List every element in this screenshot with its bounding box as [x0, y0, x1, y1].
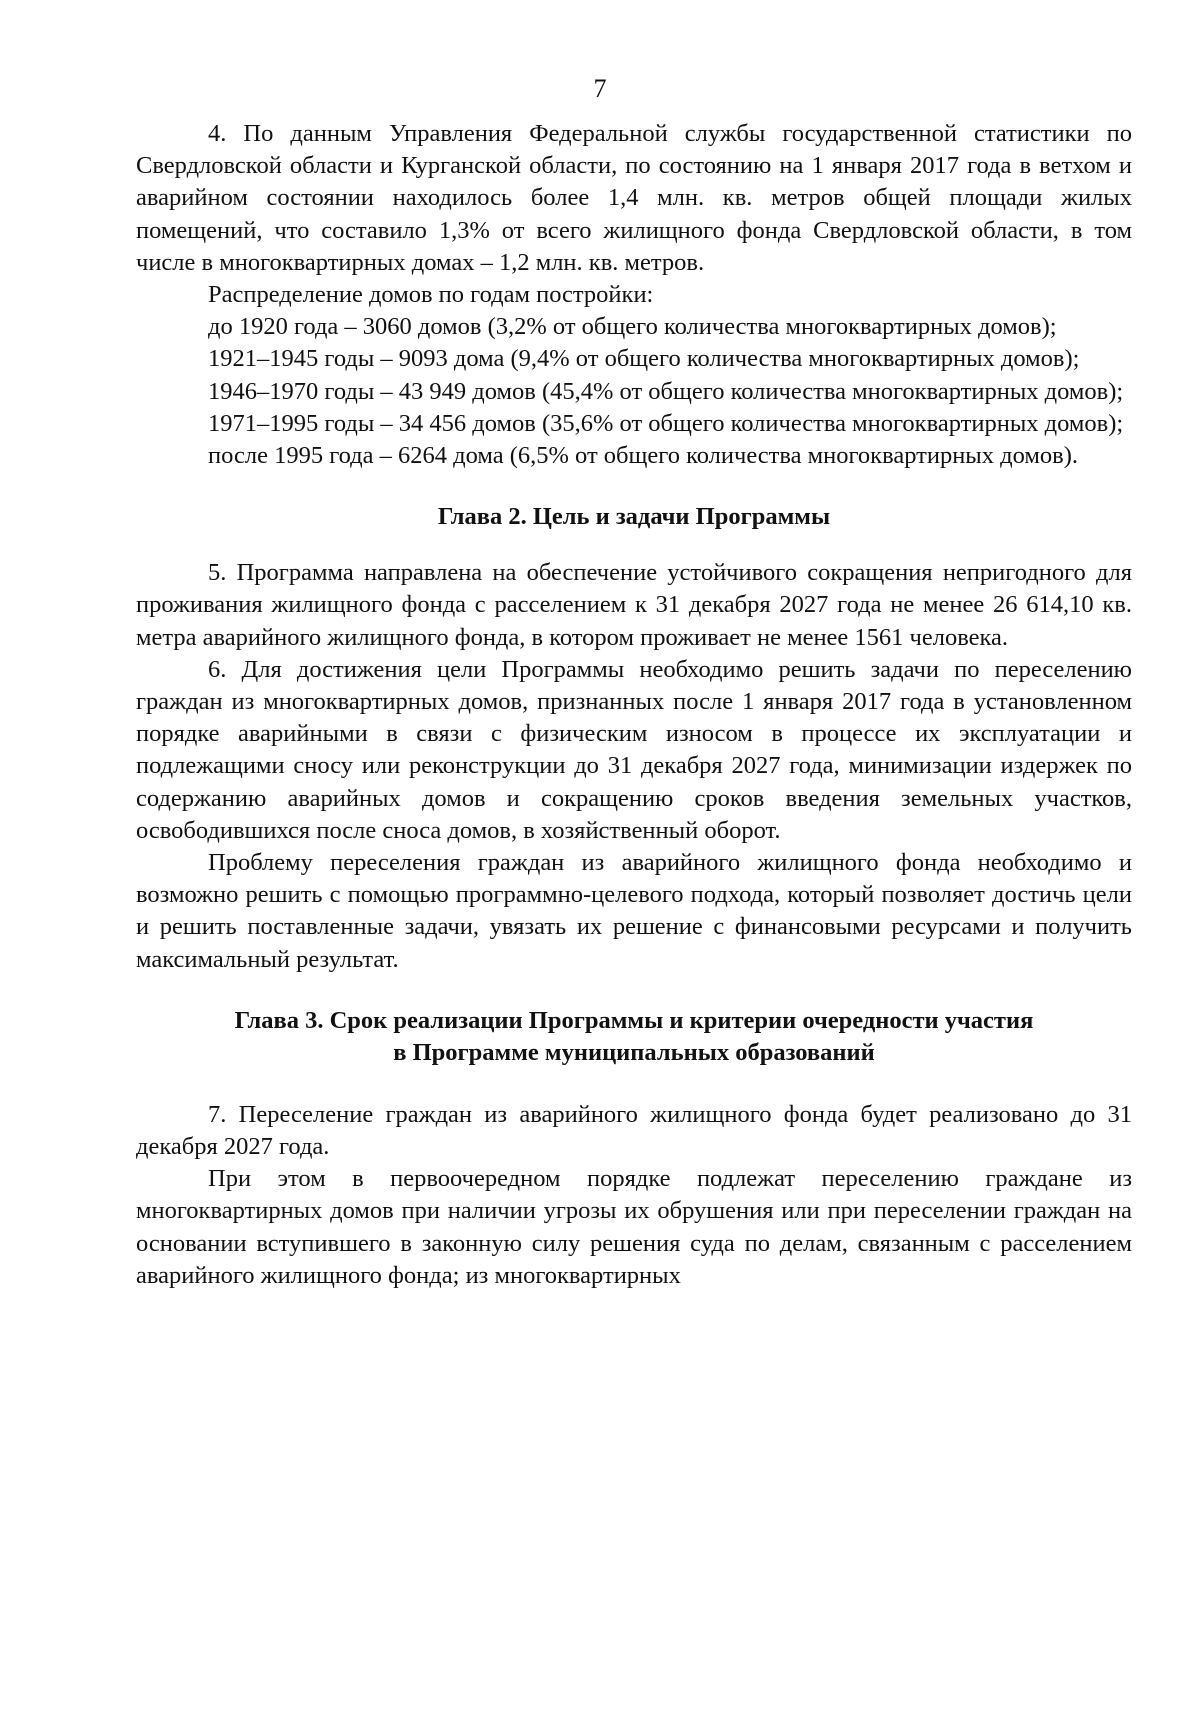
paragraph-priority: При этом в первоочередном порядке подлежат переселению граждане из многоквартирных домов при наличии угрозы их обрушения или при переселении граждан на основании вступившего в законную силу решения суда по делам, связанным с расселением аварийного жилищного фонда; из многоквартирных: [136, 1165, 1132, 1289]
chapter-3-heading-line2: в Программе муниципальных образований: [393, 1038, 875, 1066]
paragraph-distribution-intro: Распределение домов по годам постройки:: [208, 281, 654, 309]
paragraph-before-1920: до 1920 года – 3060 домов (3,2% от общего количества многоквартирных домов);: [208, 313, 1057, 341]
paragraph-6: 6. Для достижения цели Программы необходимо решить задачи по переселению граждан из многоквартирных домов, признанных после 1 января 2017 года в установленном порядке аварийными в связи с физическим износом в процессе их эксплуатации и подлежащими сносу или реконструкции до 31 декабря 2027 года, минимизации издержек по содержанию аварийных домов и сокращению сроков введения земельных участков, освободившихся после сноса домов, в хозяйственный оборот.: [136, 655, 1132, 844]
chapter-2-heading: Глава 2. Цель и задачи Программы: [437, 503, 831, 531]
paragraph-4: 4. По данным Управления Федеральной службы государственной статистики по Свердловской области и Курганской области, по состоянию на 1 января 2017 года в ветхом и аварийном состоянии находилось более 1,4 млн. кв. метров общей площади жилых помещений, что составило 1,3% от всего жилищного фонда Свердловской области, в том числе в многоквартирных домах – 1,2 млн. кв. метров.: [136, 120, 1132, 276]
paragraph-1946-1970: 1946–1970 годы – 43 949 домов (45,4% от общего количества многоквартирных домов);: [208, 377, 1124, 405]
document-body: [136, 118, 1132, 1292]
chapter-3-heading-line1: Глава 3. Срок реализации Программы и критерии очередности участия: [234, 1006, 1034, 1034]
paragraph-1971-1995: 1971–1995 годы – 34 456 домов (35,6% от общего количества многоквартирных домов);: [208, 409, 1124, 437]
paragraph-after-1995: после 1995 года – 6264 дома (6,5% от общего количества многоквартирных домов).: [208, 442, 1079, 470]
paragraph-7: 7. Переселение граждан из аварийного жилищного фонда будет реализовано до 31 декабря 2027 года.: [136, 1100, 1132, 1161]
chapter-3-heading: [136, 1005, 1132, 1069]
paragraph-1921-1945: 1921–1945 годы – 9093 дома (9,4% от общего количества многоквартирных домов);: [208, 345, 1080, 373]
paragraph-5: 5. Программа направлена на обеспечение устойчивого сокращения непригодного для проживания жилищного фонда с расселением к 31 декабря 2027 года не менее 26 614,10 кв. метра аварийного жилищного фонда, в котором проживает не менее 1561 человека.: [136, 559, 1132, 651]
paragraph-problem: Проблему переселения граждан из аварийного жилищного фонда необходимо и возможно решить с помощью программно-целевого подхода, который позволяет достичь цели и решить поставленные задачи, увязать их решение с финансовыми ресурсами и получить максимальный результат.: [136, 849, 1132, 973]
page-number: 7: [593, 74, 607, 103]
